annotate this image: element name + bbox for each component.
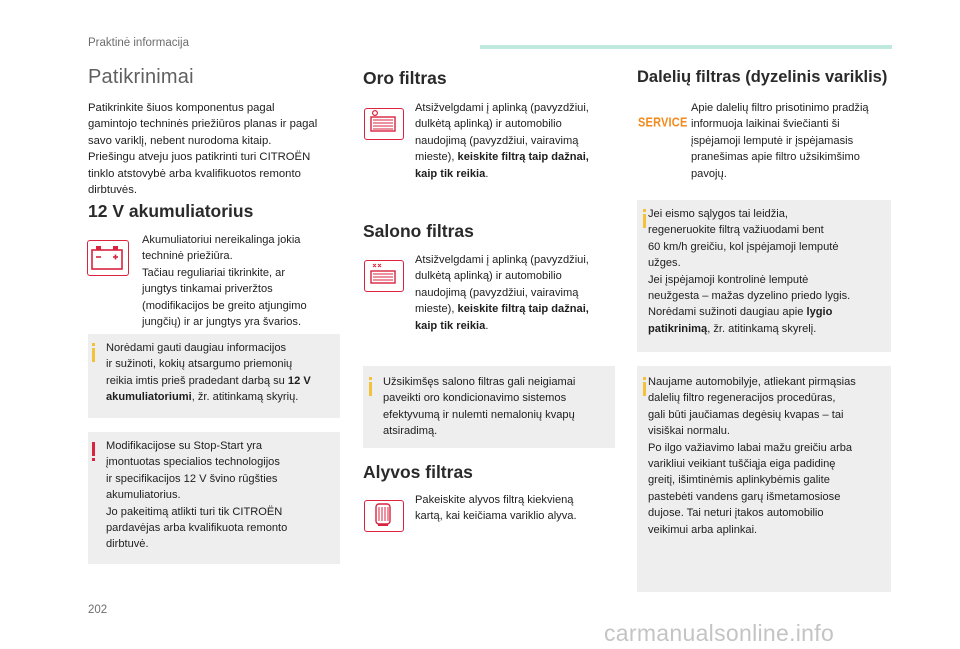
note-line: reikia imtis prieš pradedant darbą su <box>106 374 288 387</box>
checks-intro <box>88 100 338 198</box>
text-line: mieste), <box>415 303 458 316</box>
note-bold: akumuliatoriumi <box>106 391 192 404</box>
section-title-battery: 12 V akumuliatorius <box>88 201 254 221</box>
text-bold: keiskite filtrą taip dažnai, <box>457 151 589 164</box>
info-icon <box>369 382 372 396</box>
section-title-particle-filter: Dalelių filtras (dyzelinis variklis) <box>637 68 888 86</box>
note-line: gali būti jaučiamas degėsių kvapas – tai <box>648 408 844 421</box>
text-line: mieste), <box>415 151 458 164</box>
note-line: , žr. atitinkamą skyrelį. <box>707 322 817 335</box>
note-line: efektyvumą ir nulemti nemalonių kvapų <box>383 408 575 421</box>
intro-line: dirbtuvės. <box>88 184 137 197</box>
text-line: naudojimą (pavyzdžiui, vairavimą <box>415 286 579 299</box>
note-line: , žr. atitinkamą skyrių. <box>191 391 299 404</box>
note-line: Norėdami gauti daugiau informacijos <box>106 342 287 354</box>
battery-warning-text <box>106 438 338 553</box>
particle-filter-regeneration-note <box>637 366 891 592</box>
oil-filter-icon <box>364 500 404 532</box>
text-line: Apie dalelių filtro prisotinimo pradžią <box>691 102 869 114</box>
section-title-oil-filter: Alyvos filtras <box>363 462 473 482</box>
intro-line: Patikrinkite šiuos komponentus pagal <box>88 102 275 114</box>
particle-filter-info-text <box>648 206 888 337</box>
note-line: dalelių filtro regeneracijos procedūras, <box>648 392 836 405</box>
text-line: pranešimas apie filtro užsikimšimo <box>691 151 860 164</box>
text-bold: kaip tik reikia <box>415 319 486 332</box>
battery-info-note <box>88 334 340 418</box>
text-line: Atsižvelgdami į aplinką (pavyzdžiui, <box>415 254 589 266</box>
cabin-filter-info-note <box>363 366 615 448</box>
note-line: dirbtuvė. <box>106 538 149 551</box>
section-title-air-filter: Oro filtras <box>363 68 447 88</box>
intro-line: gamintojo techninės priežiūros planas ir pagal <box>88 118 318 131</box>
info-icon <box>643 214 646 228</box>
note-line: Po ilgo važiavimo labai mažu greičiu arba <box>648 441 853 454</box>
info-icon <box>643 382 646 396</box>
note-line: varikliui veikiant tuščiąja eiga padidinę <box>648 458 836 471</box>
battery-text <box>142 232 342 330</box>
note-line: dujose. Tai neturi įtakos automobilio <box>648 507 824 520</box>
battery-text-line: jungtys tinkamai priveržtos <box>142 283 273 296</box>
note-line: pastebėti vandens garų išmetamosiose <box>648 490 841 503</box>
cabin-filter-icon <box>364 260 404 292</box>
service-warning-icon: SERVICE <box>638 116 688 130</box>
note-bold: patikrinimą <box>648 322 708 335</box>
text-line: pavojų. <box>691 167 727 180</box>
oil-filter-text <box>415 492 615 525</box>
particle-filter-text <box>691 100 891 182</box>
battery-text-line: techninė priežiūra. <box>142 250 233 263</box>
note-line: visiškai normalu. <box>648 425 730 438</box>
cabin-filter-text <box>415 252 615 334</box>
running-header: Praktinė informacija <box>88 37 189 49</box>
text-line: Pakeiskite alyvos filtrą kiekvieną <box>415 494 574 506</box>
air-filter-text <box>415 100 615 182</box>
particle-filter-info-note <box>637 200 891 352</box>
note-line: Jei įspėjamoji kontrolinė lemputė <box>648 273 809 286</box>
intro-line: savo variklį, nebent nurodoma kitaip. <box>88 134 272 147</box>
cabin-filter-info-text <box>383 374 613 440</box>
note-line: akumuliatorius. <box>106 489 181 502</box>
note-line: 60 km/h greičiu, kol įspėjamoji lemputė <box>648 240 839 253</box>
intro-line: Priešingu atveju juos patikrinti turi CITROËN <box>88 151 311 164</box>
battery-warning-note <box>88 432 340 564</box>
text-line: įspėjamoji lemputė ir įspėjamasis <box>691 134 854 147</box>
note-line: regeneruokite filtrą važiuodami bent <box>648 224 824 237</box>
note-line: neužgesta – mažas dyzelino priedo lygis. <box>648 290 851 303</box>
text-line: dulkėtą aplinką) ir automobilio <box>415 270 562 283</box>
info-icon <box>92 348 95 362</box>
text-line: Atsižvelgdami į aplinką (pavyzdžiui, <box>415 102 589 114</box>
note-line: užges. <box>648 257 681 270</box>
header-accent-bar <box>480 45 892 49</box>
battery-text-line: jungčių) ir ar jungtys yra švarios. <box>142 316 302 329</box>
text-line: dulkėtą aplinką) ir automobilio <box>415 118 562 131</box>
note-bold: lygio <box>806 306 833 319</box>
battery-info-text <box>106 340 338 406</box>
note-line: įmontuotas specialios technologijos <box>106 456 280 469</box>
air-filter-icon <box>364 108 404 140</box>
battery-text-line: Akumuliatoriui nereikalinga jokia <box>142 234 301 246</box>
regeneration-note-text <box>648 374 888 538</box>
section-title-checks: Patikrinimai <box>88 66 194 88</box>
note-line: veikimui arba aplinkai. <box>648 523 758 536</box>
note-line: Užsikimšęs salono filtras gali neigiamai <box>383 376 576 388</box>
note-line: greitį, išimtinėmis aplinkybėmis galite <box>648 474 830 487</box>
section-title-cabin-filter: Salono filtras <box>363 221 474 241</box>
note-line: Jei eismo sąlygos tai leidžia, <box>648 208 788 220</box>
text-line: kartą, kai keičiama variklio alyva. <box>415 510 577 523</box>
text-bold: keiskite filtrą taip dažnai, <box>457 303 589 316</box>
note-line: paveikti oro kondicionavimo sistemos <box>383 392 567 405</box>
note-line: ir specifikacijos 12 V švino rūgšties <box>106 472 278 485</box>
watermark: carmanualsonline.info <box>604 620 835 646</box>
intro-line: tinklo atstovybė arba kvalifikuotos remonto <box>88 167 301 180</box>
note-line: Norėdami sužinoti daugiau apie <box>648 306 807 319</box>
note-line: atsiradimą. <box>383 425 438 438</box>
note-bold: 12 V <box>287 374 311 387</box>
note-line: Naujame automobilyje, atliekant pirmąsias <box>648 376 856 388</box>
text-line: naudojimą (pavyzdžiui, vairavimą <box>415 134 579 147</box>
note-line: pardavėjas arba kvalifikuota remonto <box>106 522 288 535</box>
battery-icon <box>87 240 129 276</box>
warning-icon <box>92 442 95 456</box>
battery-text-line: Tačiau reguliariai tikrinkite, ar <box>142 266 286 279</box>
text-end: . <box>485 319 489 332</box>
note-line: ir sužinoti, kokių atsargumo priemonių <box>106 358 293 371</box>
text-line: informuoja laikinai šviečianti ši <box>691 118 840 131</box>
text-bold: kaip tik reikia <box>415 167 486 180</box>
note-line: Jo pakeitimą atlikti turi tik CITROËN <box>106 505 283 518</box>
text-end: . <box>485 167 489 180</box>
page-number: 202 <box>88 604 108 616</box>
battery-text-line: (modifikacijos be greito atjungimo <box>142 299 307 312</box>
note-line: Modifikacijose su Stop-Start yra <box>106 440 262 452</box>
